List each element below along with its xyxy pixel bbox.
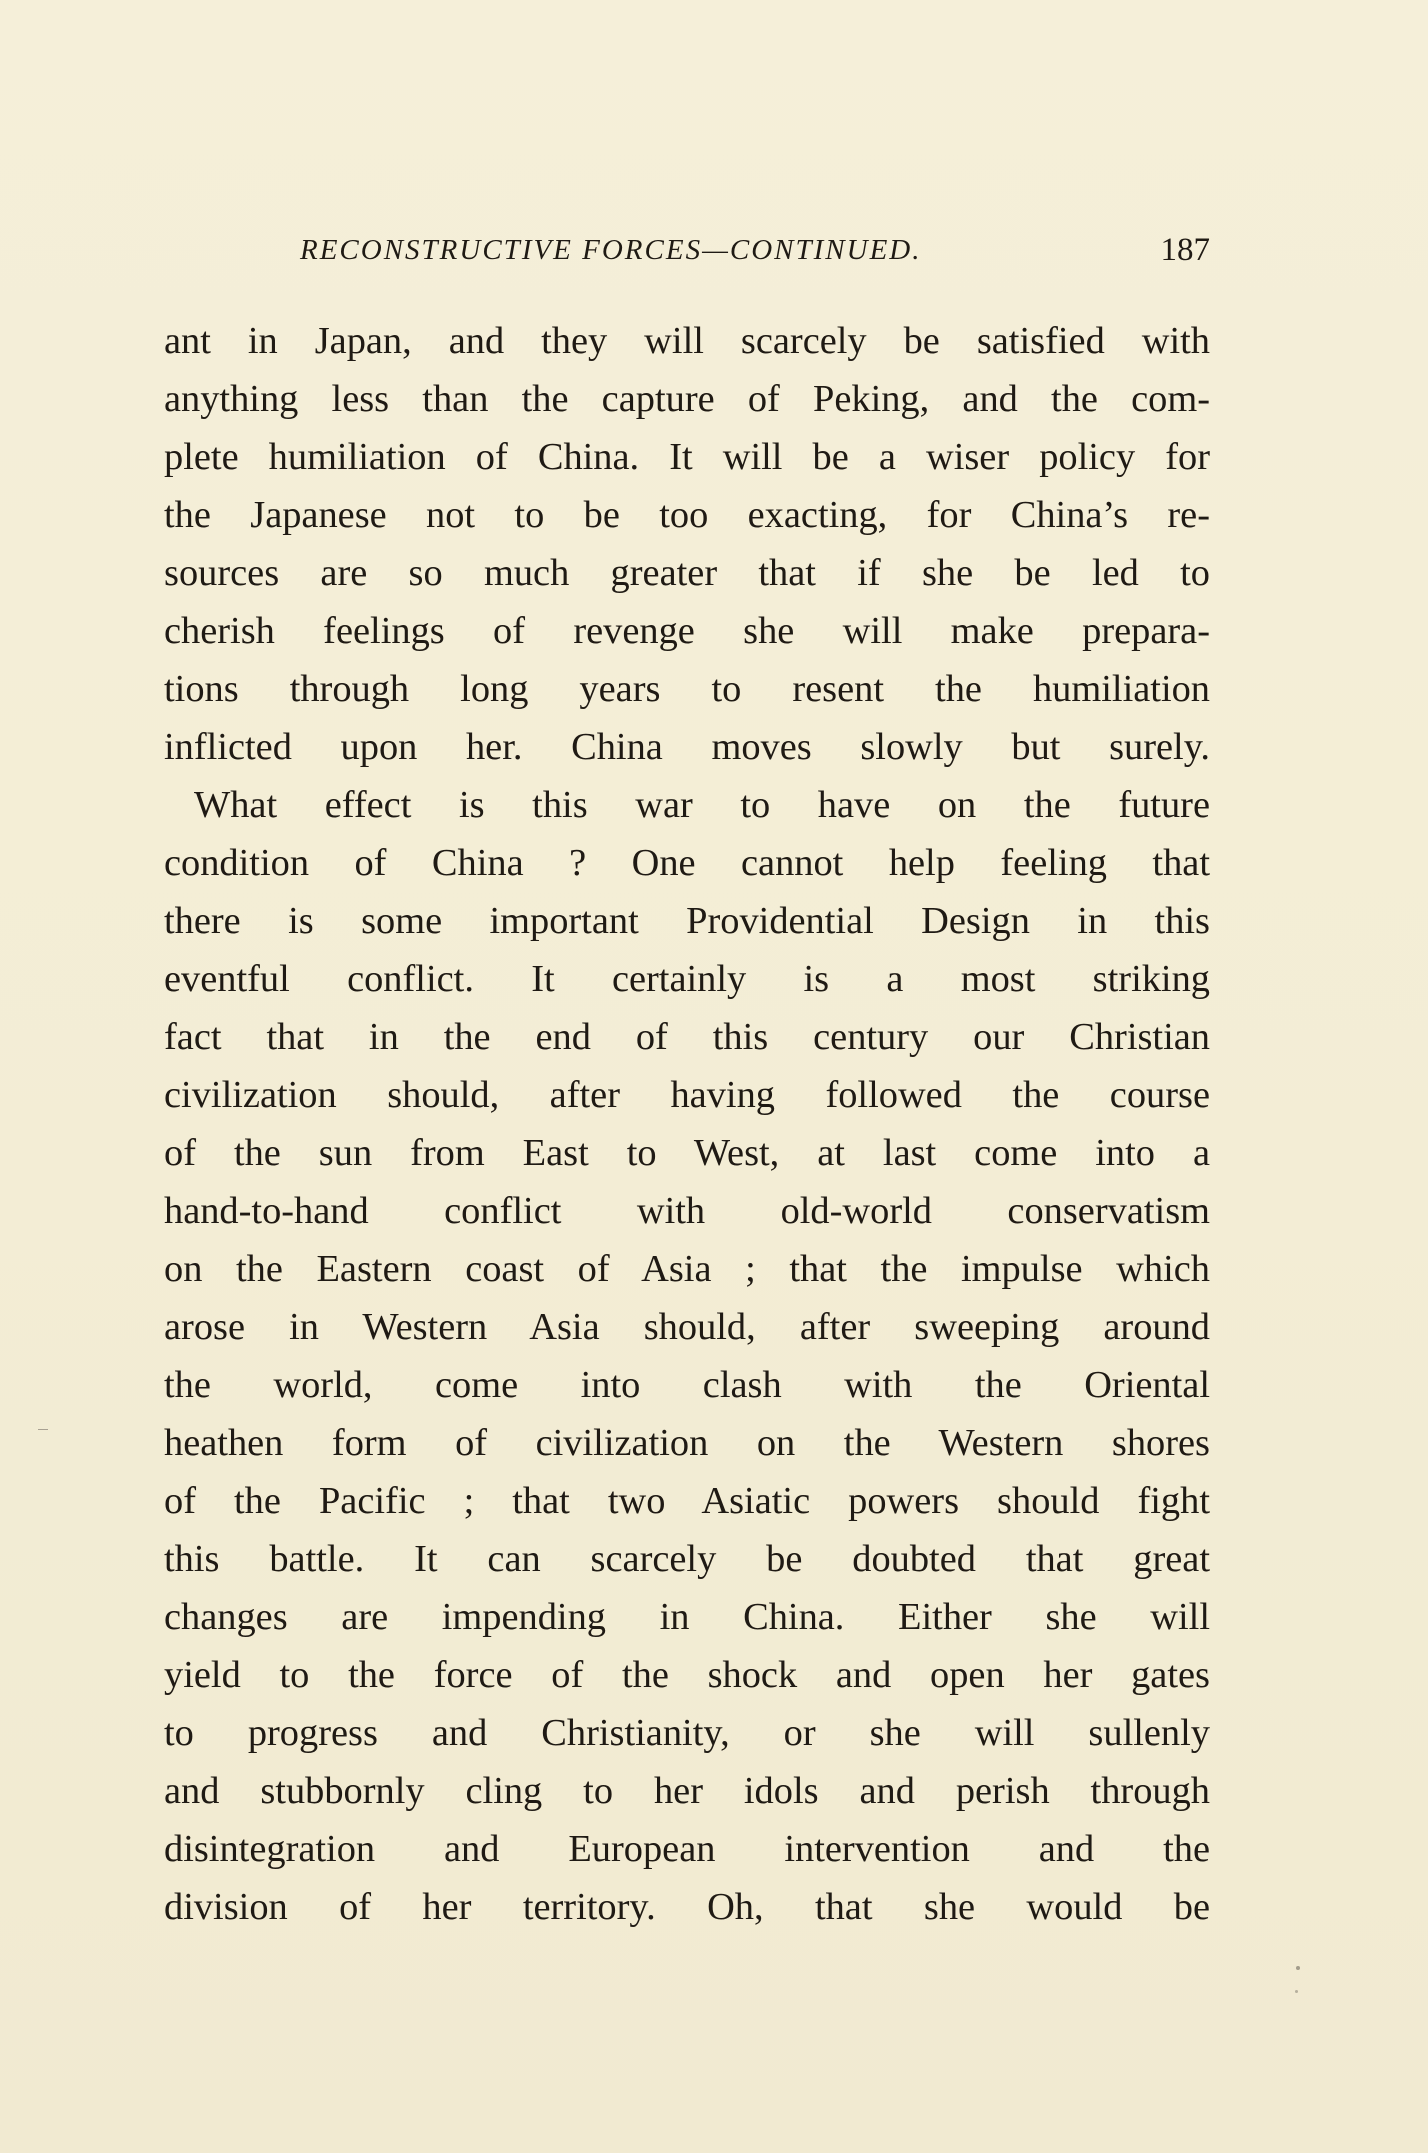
- text-line: tions through long years to resent the humiliation: [164, 668, 1210, 710]
- text-line: arose in Western Asia should, after sweeping around: [164, 1306, 1210, 1348]
- page-header: [300, 232, 1210, 296]
- text-line: ant in Japan, and they will scarcely be satisfied with: [164, 320, 1210, 362]
- paper-speck: [1295, 1990, 1298, 1993]
- text-line: plete humiliation of China. It will be a wiser policy for: [164, 436, 1210, 478]
- text-line: cherish feelings of revenge she will make prepara-: [164, 610, 1210, 652]
- text-line: fact that in the end of this century our Christian: [164, 1016, 1210, 1058]
- page-number: 187: [1160, 232, 1210, 268]
- paragraph-start-line: What effect is this war to have on the future: [194, 784, 1210, 826]
- text-line: anything less than the capture of Peking, and the com-: [164, 378, 1210, 420]
- text-line: of the Pacific ; that two Asiatic powers should fight: [164, 1480, 1210, 1522]
- text-line: the Japanese not to be too exacting, for China’s re-: [164, 494, 1210, 536]
- text-line: heathen form of civilization on the Western shores: [164, 1422, 1210, 1464]
- text-line: and stubbornly cling to her idols and perish through: [164, 1770, 1210, 1812]
- text-line: division of her territory. Oh, that she would be: [164, 1886, 1210, 1928]
- text-line: there is some important Providential Design in this: [164, 900, 1210, 942]
- text-line: on the Eastern coast of Asia ; that the impulse which: [164, 1248, 1210, 1290]
- body-text: [164, 312, 1210, 1936]
- text-line: of the sun from East to West, at last come into a: [164, 1132, 1210, 1174]
- text-line: to progress and Christianity, or she will sullenly: [164, 1712, 1210, 1754]
- text-line: yield to the force of the shock and open her gates: [164, 1654, 1210, 1696]
- text-line: civilization should, after having followed the course: [164, 1074, 1210, 1116]
- text-line: eventful conflict. It certainly is a most striking: [164, 958, 1210, 1000]
- text-line: sources are so much greater that if she be led to: [164, 552, 1210, 594]
- text-line: condition of China ? One cannot help feeling that: [164, 842, 1210, 884]
- text-line: disintegration and European intervention and the: [164, 1828, 1210, 1870]
- text-line: hand-to-hand conflict with old-world conservatism: [164, 1190, 1210, 1232]
- paper-speck: [1296, 1966, 1300, 1970]
- text-line: changes are impending in China. Either she will: [164, 1596, 1210, 1638]
- margin-mark: [38, 1429, 48, 1430]
- text-line: the world, come into clash with the Oriental: [164, 1364, 1210, 1406]
- text-line: inflicted upon her. China moves slowly but surely.: [164, 726, 1210, 768]
- running-head: RECONSTRUCTIVE FORCES—CONTINUED.: [300, 234, 922, 266]
- text-line: this battle. It can scarcely be doubted that great: [164, 1538, 1210, 1580]
